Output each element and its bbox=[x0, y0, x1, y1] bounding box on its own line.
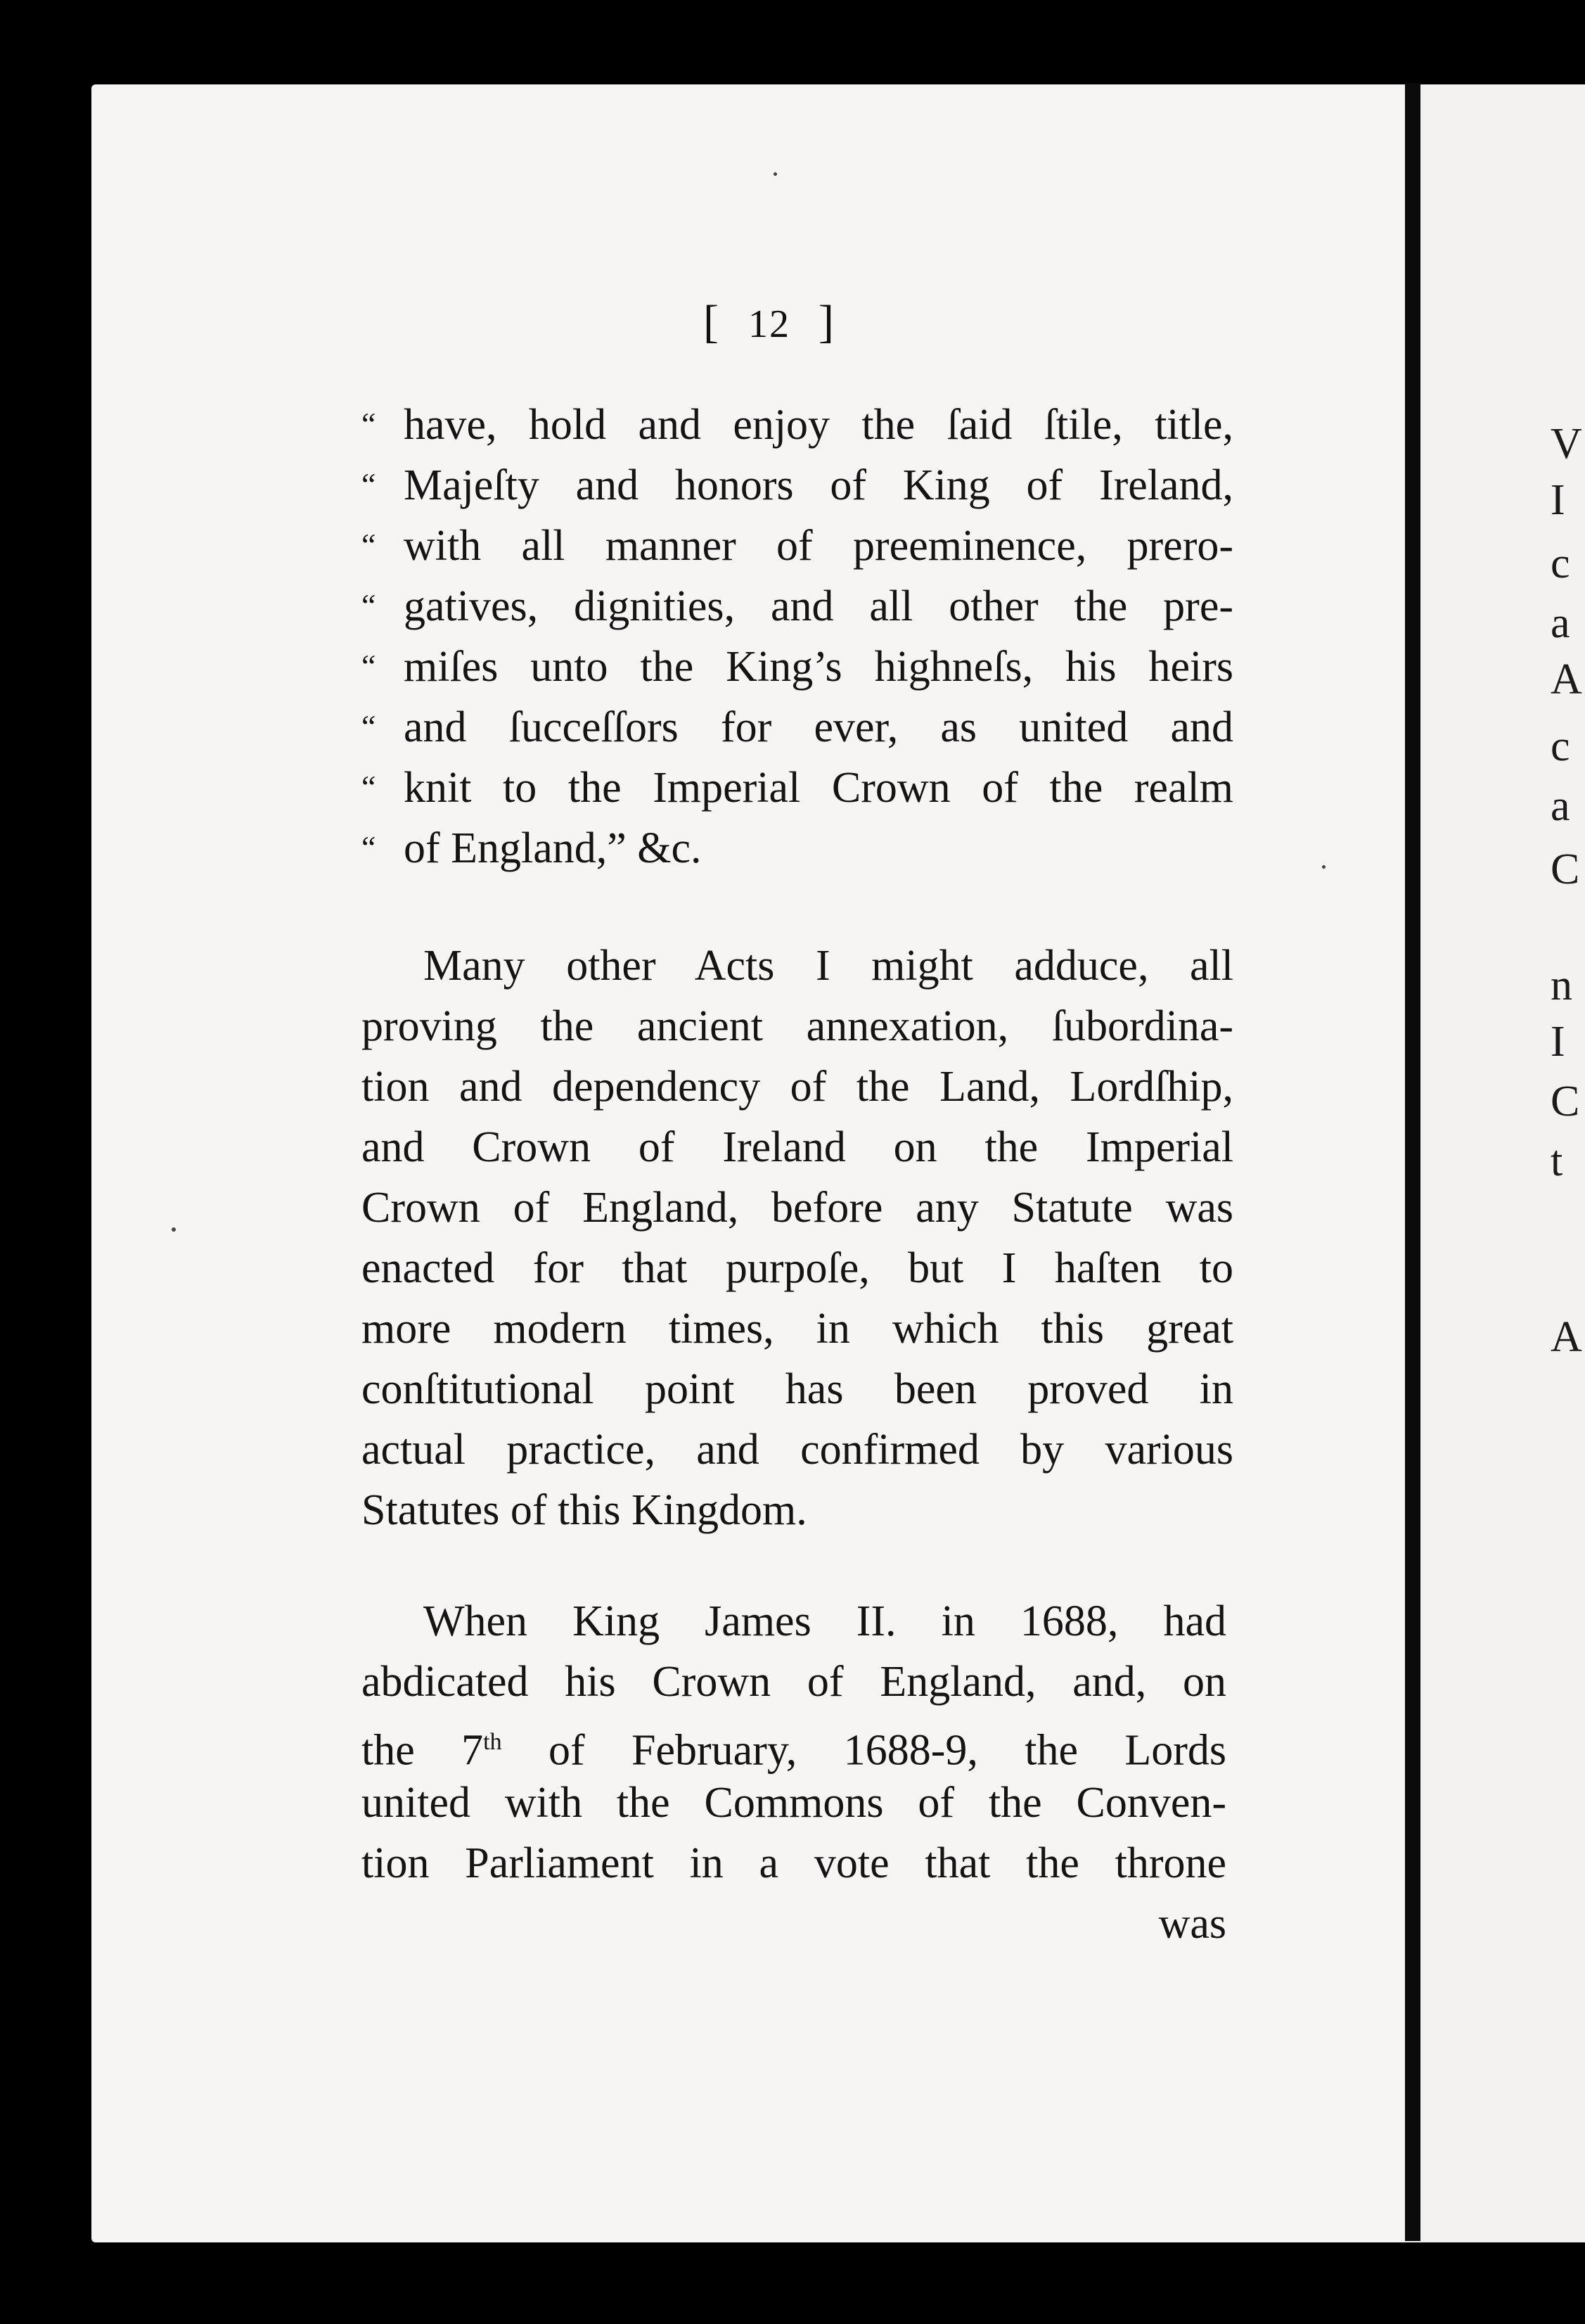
quote-line: “ miſes unto the King’s highneſs, his heirs bbox=[361, 636, 1233, 696]
paragraph-line: the 7th of February, 1688-9, the Lords bbox=[361, 1726, 1227, 1775]
quote-line: “ of England,” &c. bbox=[361, 817, 1233, 878]
quote-mark: “ bbox=[361, 527, 376, 563]
paragraph-line: actual practice, and confirmed by various bbox=[361, 1426, 1233, 1474]
quote-line: “ have, hold and enjoy the ſaid ſtile, title, bbox=[361, 394, 1233, 454]
paper-speck bbox=[172, 1227, 176, 1232]
facing-letter: t bbox=[1551, 1137, 1563, 1185]
paragraph-line: When King James II. in 1688, had bbox=[423, 1597, 1226, 1645]
paragraph-line: and Crown of Ireland on the Imperial bbox=[361, 1123, 1233, 1171]
ordinal-superscript: th bbox=[483, 1729, 502, 1755]
catchword: was bbox=[1158, 1900, 1226, 1948]
facing-letter: c bbox=[1551, 540, 1570, 587]
quote-mark: “ bbox=[361, 829, 376, 865]
page-header bbox=[703, 295, 835, 349]
paragraph-line: Statutes of this Kingdom. bbox=[361, 1486, 807, 1534]
paragraph-line: more modern times, in which this great bbox=[361, 1305, 1233, 1353]
facing-letter: A bbox=[1551, 1313, 1582, 1361]
facing-letter: a bbox=[1551, 599, 1570, 647]
paragraph-acts bbox=[361, 936, 1233, 1540]
facing-letter: I bbox=[1551, 476, 1565, 524]
facing-letter: c bbox=[1551, 722, 1570, 770]
quote-line: “ with all manner of preeminence, prero- bbox=[361, 515, 1233, 575]
paper-speck bbox=[1322, 865, 1326, 869]
quote-mark: “ bbox=[361, 587, 376, 623]
book-gutter bbox=[1405, 83, 1420, 2241]
facing-letter: A bbox=[1551, 656, 1582, 703]
page-number: 12 bbox=[747, 302, 790, 346]
paragraph-line: united with the Commons of the Conven- bbox=[361, 1779, 1226, 1827]
paragraph-line: proving the ancient annexation, ſubordina- bbox=[361, 1002, 1233, 1050]
quote-mark: “ bbox=[361, 466, 376, 502]
paragraph-line: tion Parliament in a vote that the throne bbox=[361, 1839, 1226, 1887]
paragraph-james bbox=[361, 1591, 1226, 1954]
quote-line: “ Majeſty and honors of King of Ireland, bbox=[361, 454, 1233, 515]
paragraph-line: abdicated his Crown of England, and, on bbox=[361, 1658, 1226, 1706]
paragraph-line: conſtitutional point has been proved in bbox=[361, 1365, 1233, 1413]
facing-letter: V bbox=[1551, 420, 1582, 468]
paragraph-line: Crown of England, before any Statute was bbox=[361, 1184, 1233, 1232]
quote-line: “ knit to the Imperial Crown of the realm bbox=[361, 757, 1233, 817]
facing-letter: C bbox=[1551, 845, 1580, 893]
quote-line: “ gatives, dignities, and all other the pre- bbox=[361, 575, 1233, 636]
open-bracket: [ bbox=[703, 296, 720, 347]
paragraph-line: Many other Acts I might adduce, all bbox=[423, 942, 1233, 990]
facing-letter: C bbox=[1551, 1078, 1580, 1125]
quote-line: “ and ſucceſſors for ever, as united and bbox=[361, 696, 1233, 757]
quoted-statute bbox=[361, 394, 1233, 878]
paper-speck bbox=[774, 172, 777, 176]
paragraph-line: enacted for that purpoſe, but I haſten to bbox=[361, 1244, 1233, 1292]
close-bracket: ] bbox=[818, 296, 835, 347]
quote-mark: “ bbox=[361, 406, 376, 442]
quote-mark: “ bbox=[361, 648, 376, 684]
facing-letter: n bbox=[1551, 962, 1572, 1009]
facing-letter: a bbox=[1551, 782, 1570, 830]
paragraph-line: tion and dependency of the Land, Lordſhip, bbox=[361, 1063, 1233, 1111]
facing-letter: I bbox=[1551, 1018, 1565, 1066]
quote-mark: “ bbox=[361, 769, 376, 805]
quote-mark: “ bbox=[361, 708, 376, 744]
